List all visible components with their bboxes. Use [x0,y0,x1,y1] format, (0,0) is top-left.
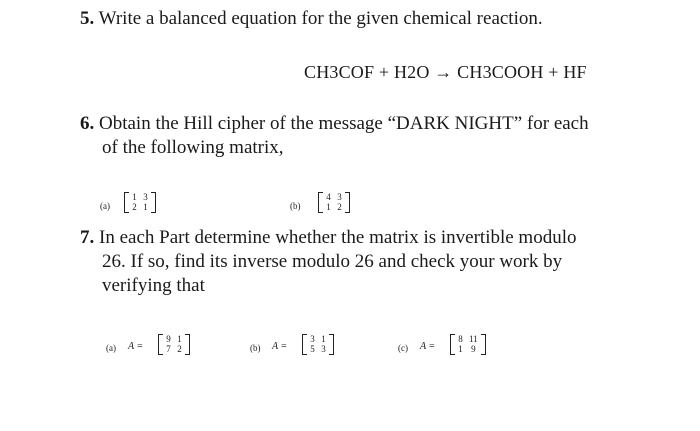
matrix-cell: 9 [166,334,171,344]
matrix-cell: 3 [143,192,148,202]
question-6-line-2: of the following matrix, [102,137,284,158]
matrix-cell: 2 [177,344,182,354]
q7-part-c-prefix: A = [420,341,436,352]
question-6-text-1: Obtain the Hill cipher of the message “DARK NIGHT” for each [99,113,589,134]
q7-part-a-prefix: A = [128,341,144,352]
question-7-line-3: verifying that [102,275,205,296]
question-7-line-1 [80,227,577,249]
matrix-cell: 1 [458,344,463,354]
q7-matrix-b [302,334,334,355]
matrix-cell: 9 [471,344,476,354]
matrix-cell: 8 [458,334,463,344]
q7-part-b-label: (b) [250,343,261,353]
question-7-line-2: 26. If so, find its inverse modulo 26 and check your work by [102,251,563,272]
matrix-cell: 4 [326,192,331,202]
question-6-line-1 [80,113,589,135]
question-7-text-1: In each Part determine whether the matrix is invertible modulo [99,227,577,248]
q6-part-b-label: (b) [290,201,301,211]
question-5-number: 5. [80,8,95,29]
matrix-cell: 3 [310,334,315,344]
q7-part-c-label: (c) [398,343,408,353]
matrix-cell: 1 [177,334,182,344]
matrix-cell: 7 [166,344,171,354]
matrix-cell: 1 [321,334,326,344]
matrix-cell: 3 [321,344,326,354]
matrix-cell: 1 [143,202,148,212]
right-bracket [345,192,350,213]
question-6-number: 6. [80,113,95,134]
matrix-cell: 11 [469,334,478,344]
matrix-cell: 2 [337,202,342,212]
chemical-equation: CH3COF + H2O → CH3COOH + HF [304,62,587,82]
q7-matrix-c [450,334,486,355]
right-bracket [185,334,190,355]
matrix-cell: 1 [132,192,137,202]
q7-part-a-label: (a) [106,343,116,353]
right-bracket [329,334,334,355]
q7-matrix-a [158,334,190,355]
q6-matrix-b [318,192,350,213]
q6-matrix-a [124,192,156,213]
matrix-cell: 3 [337,192,342,202]
question-5 [80,8,543,30]
matrix-cell: 5 [310,344,315,354]
right-bracket [151,192,156,213]
matrix-cell: 1 [326,202,331,212]
matrix-cell: 2 [132,202,137,212]
question-7-number: 7. [80,227,95,248]
q6-part-a-label: (a) [100,201,110,211]
right-bracket [481,334,486,355]
question-5-text: Write a balanced equation for the given chemical reaction. [98,8,543,29]
q7-part-b-prefix: A = [272,341,288,352]
